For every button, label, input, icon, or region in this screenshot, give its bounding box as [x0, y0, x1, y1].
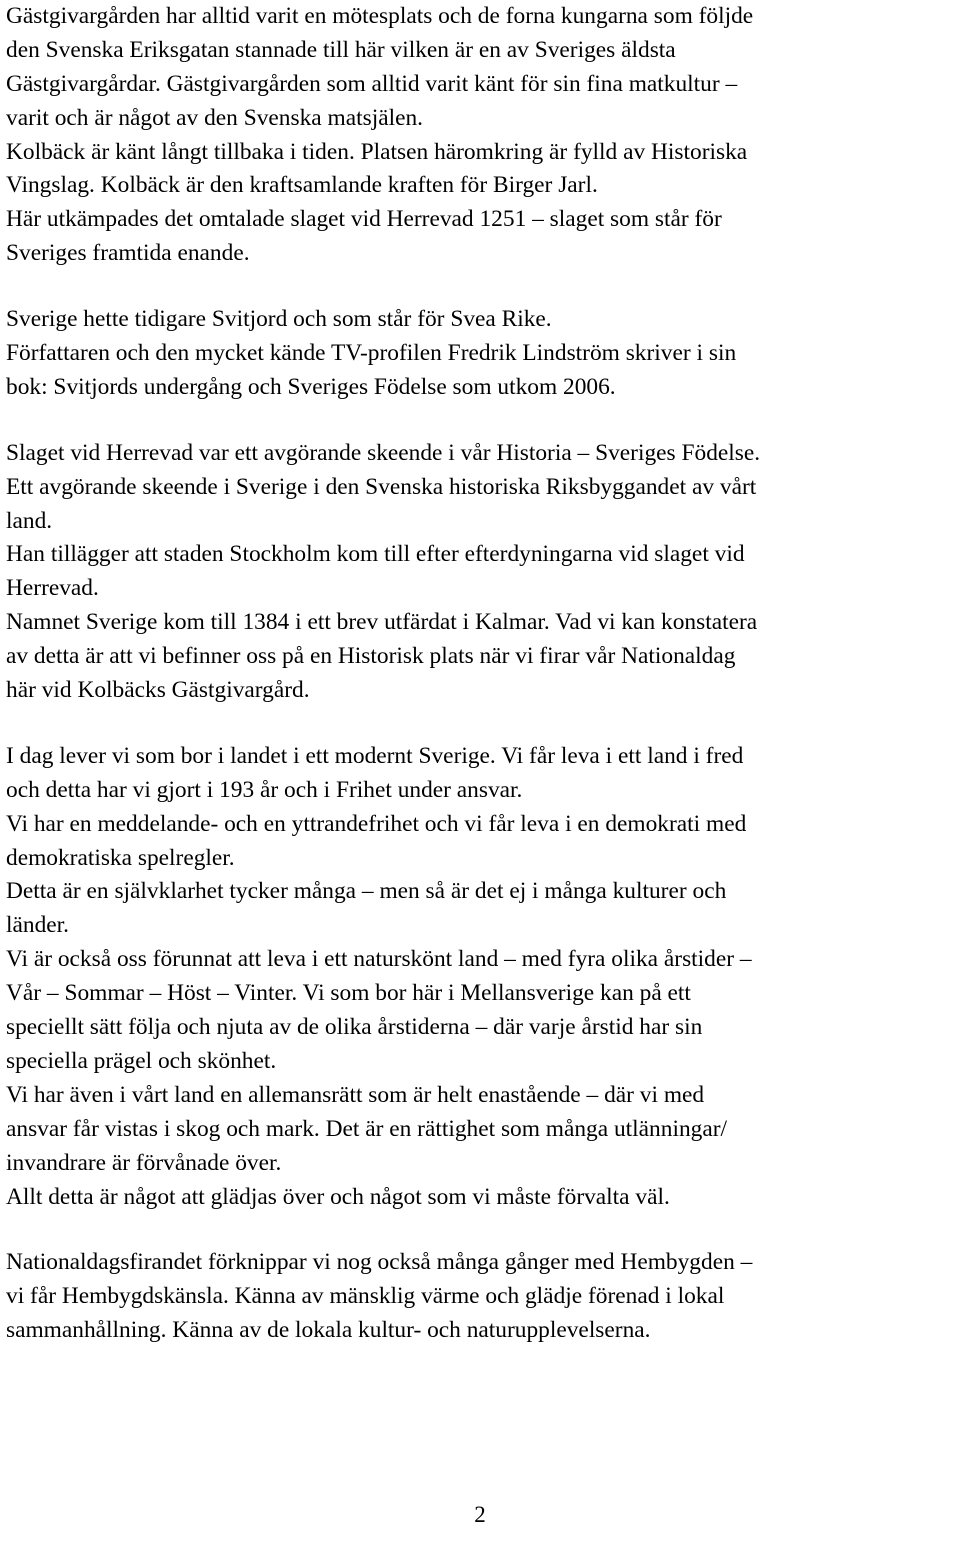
text-line: Vi har även i vårt land en allemansrätt som är helt enastående – där vi med [6, 1081, 705, 1108]
text-line: Sveriges framtida enande. [6, 240, 250, 267]
text-line: av detta är att vi befinner oss på en Historisk plats när vi firar vår Nationaldag [6, 643, 736, 670]
paragraph-herrevad [6, 437, 956, 708]
text-line: Herrevad. [6, 575, 99, 602]
text-line: vi får Hembygdskänsla. Känna av mänsklig värme och glädje förenad i lokal [6, 1283, 725, 1310]
text-line: Sverige hette tidigare Svitjord och som står för Svea Rike. [6, 306, 552, 333]
paragraph-gap [6, 271, 956, 303]
paragraph-gastgivargarden [6, 0, 956, 271]
text-line: Slaget vid Herrevad var ett avgörande skeende i vår Historia – Sveriges Födelse. [6, 439, 761, 466]
text-line: Nationaldagsfirandet förknippar vi nog också många gånger med Hembygden – [6, 1249, 753, 1276]
text-line: bok: Svitjords undergång och Sveriges Födelse som utkom 2006. [6, 373, 616, 400]
text-line: Ett avgörande skeende i Sverige i den Svenska historiska Riksbyggandet av vårt [6, 473, 757, 500]
paragraph-gap [6, 405, 956, 437]
text-line: Han tillägger att staden Stockholm kom till efter efterdyningarna vid slaget vid [6, 541, 745, 568]
paragraph-nationaldag [6, 1246, 956, 1348]
text-line: demokratiska spelregler. [6, 844, 235, 871]
text-line: speciellt sätt följa och njuta av de olika årstiderna – där varje årstid har sin [6, 1014, 703, 1041]
text-line: Här utkämpades det omtalade slaget vid Herrevad 1251 – slaget som står för [6, 206, 722, 233]
text-line: Kolbäck är känt långt tillbaka i tiden. Platsen häromkring är fylld av Historiska [6, 138, 748, 165]
text-line: Namnet Sverige kom till 1384 i ett brev utfärdat i Kalmar. Vad vi kan konstatera [6, 609, 758, 636]
paragraph-svitjord [6, 303, 956, 405]
text-line: Vingslag. Kolbäck är den kraftsamlande kraften för Birger Jarl. [6, 172, 598, 199]
text-line: Vi har en meddelande- och en yttrandefrihet och vi får leva i en demokrati med [6, 810, 747, 837]
text-line: varit och är något av den Svenska matsjälen. [6, 104, 423, 131]
paragraph-gap [6, 708, 956, 740]
paragraph-modern-sverige [6, 740, 956, 1214]
text-line: land. [6, 507, 53, 534]
paragraph-gap [6, 1214, 956, 1246]
text-line: Vår – Sommar – Höst – Vinter. Vi som bor här i Mellansverige kan på ett [6, 980, 691, 1007]
page-number: 2 [474, 1502, 486, 1527]
text-line: speciella prägel och skönhet. [6, 1047, 277, 1074]
text-line: invandrare är förvånade över. [6, 1149, 282, 1176]
text-line: ansvar får vistas i skog och mark. Det är en rättighet som många utlänningar/ [6, 1115, 727, 1142]
text-line: Vi är också oss förunnat att leva i ett naturskönt land – med fyra olika årstider – [6, 946, 752, 973]
text-line: I dag lever vi som bor i landet i ett modernt Sverige. Vi får leva i ett land i fred [6, 742, 744, 769]
document-page [6, 0, 956, 1348]
text-line: länder. [6, 912, 69, 939]
text-line: sammanhållning. Känna av de lokala kultur- och naturupplevelserna. [6, 1317, 651, 1344]
text-line: Gästgivargården har alltid varit en mötesplats och de forna kungarna som följde [6, 3, 754, 29]
text-line: den Svenska Eriksgatan stannade till här vilken är en av Sveriges äldsta [6, 36, 676, 63]
text-line: och detta har vi gjort i 193 år och i Frihet under ansvar. [6, 776, 523, 803]
text-line: Allt detta är något att glädjas över och något som vi måste förvalta väl. [6, 1183, 670, 1210]
text-line: Detta är en självklarhet tycker många – men så är det ej i många kulturer och [6, 878, 727, 905]
text-line: Gästgivargårdar. Gästgivargården som alltid varit känt för sin fina matkultur – [6, 70, 738, 97]
text-line: här vid Kolbäcks Gästgivargård. [6, 677, 310, 704]
text-line: Författaren och den mycket kände TV-profilen Fredrik Lindström skriver i sin [6, 340, 737, 367]
